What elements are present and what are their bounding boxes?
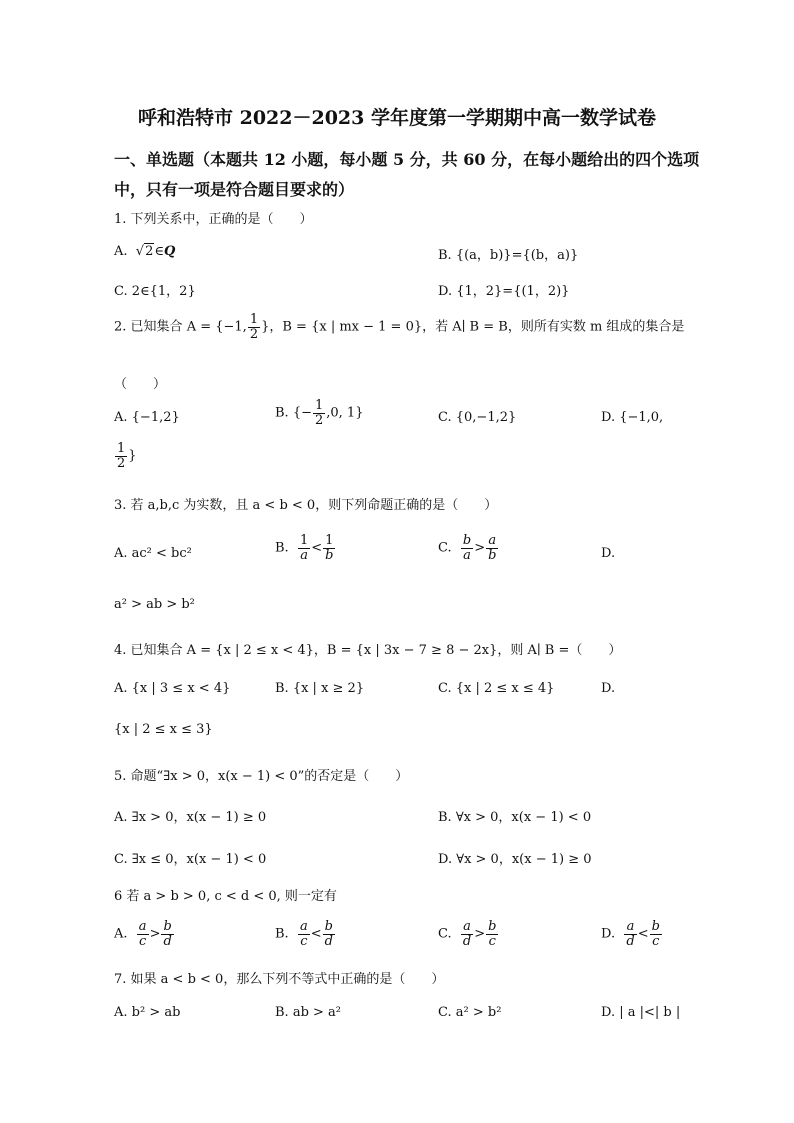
question-2-option-a: A. {−1,2} <box>114 410 180 425</box>
rational-set: Q <box>164 244 176 259</box>
question-2-option-d: D. {−1,0, <box>601 410 664 425</box>
question-6-stem: 6 若 a > b > 0, c < d < 0, 则一定有 <box>114 889 337 904</box>
question-2-option-c: C. {0,−1,2} <box>438 410 517 425</box>
stem-suffix: ，若 A∣ B = B，则所有实数 m 组成的集合是 <box>422 319 685 335</box>
sqrt-argument: 2 <box>145 244 154 259</box>
fraction-half: $\frac{1}{2}$ <box>249 312 259 342</box>
question-6-option-b: B. $\frac{a}{c}$ < $\frac{b}{d}$ <box>275 919 333 949</box>
question-3-option-a: A. ac² < bc² <box>114 546 192 561</box>
question-7-stem: 7. 如果 a < b < 0，那么下列不等式中正确的是（ ） <box>114 972 445 987</box>
question-5-option-a: A. ∃x > 0，x(x − 1) ≥ 0 <box>114 810 267 825</box>
page-title: 呼和浩特市 2022－2023 学年度第一学期期中高一数学试卷 <box>138 107 656 129</box>
section-heading-line-2: 中，只有一项是符合题目要求的） <box>114 180 355 199</box>
question-3-option-d-label: D. <box>601 546 616 561</box>
option-label: A. <box>114 244 128 259</box>
question-7-option-a: A. b² > ab <box>114 1005 181 1020</box>
question-5-option-d: D. ∀x > 0，x(x − 1) ≥ 0 <box>438 852 592 867</box>
question-4-stem: 4. 已知集合 A = {x | 2 ≤ x < 4}，B = {x | 3x − 7 ≥ 8 − 2x}，则 A∣ B =（ ） <box>114 643 622 658</box>
question-4-option-a: A. {x | 3 ≤ x < 4} <box>114 681 231 696</box>
question-6-option-a: A. $\frac{a}{c}$ > $\frac{b}{d}$ <box>114 919 172 949</box>
question-7-option-d: D. | a |<| b | <box>601 1005 681 1020</box>
question-7-option-b: B. ab > a² <box>275 1005 342 1020</box>
question-2-option-b: B. {− $\frac{1}{2}$ ,0, 1} <box>275 398 364 428</box>
set-b: ，B = {x | mx − 1 = 0} <box>269 319 423 335</box>
question-6-option-d: D. $\frac{a}{d}$ < $\frac{b}{c}$ <box>601 919 660 949</box>
question-3-stem: 3. 若 a,b,c 为实数，且 a < b < 0，则下列命题正确的是（ ） <box>114 498 498 513</box>
question-2-stem: 2. 已知集合 A = {−1, $\frac{1}{2}$ }，B = {x | mx − 1 = 0}，若 A∣ B = B，则所有实数 m 组成的集合是 <box>114 312 685 342</box>
question-5-option-b: B. ∀x > 0，x(x − 1) < 0 <box>438 810 592 825</box>
question-2-paren: （ ） <box>114 377 167 392</box>
question-3-option-c: C. $\frac{b}{a}$ > $\frac{a}{b}$ <box>438 533 497 563</box>
question-1-option-c: C. 2∈{1，2} <box>114 284 196 299</box>
fraction-half: $\frac{1}{2}$ <box>314 398 324 428</box>
question-7-option-c: C. a² > b² <box>438 1005 502 1020</box>
question-3-option-b: B. $\frac{1}{a}$ < $\frac{1}{b}$ <box>275 533 334 563</box>
set-a: A = {−1, <box>186 319 247 335</box>
question-3-option-d: a² > ab > b² <box>114 597 195 612</box>
question-1-option-a: A. √2∈Q <box>114 244 176 259</box>
element-of: ∈ <box>154 244 164 259</box>
question-4-option-d: {x | 2 ≤ x ≤ 3} <box>114 722 213 737</box>
question-5-stem: 5. 命题“∃x > 0，x(x − 1) < 0”的否定是（ ） <box>114 769 409 784</box>
question-4-option-b: B. {x | x ≥ 2} <box>275 681 365 696</box>
section-heading-line-1: 一、单选题（本题共 12 小题，每小题 5 分，共 60 分，在每小题给出的四个选项 <box>114 150 700 169</box>
question-1-option-b: B. {(a，b)}={(b，a)} <box>438 248 579 263</box>
question-4-option-c: C. {x | 2 ≤ x ≤ 4} <box>438 681 555 696</box>
question-1-stem: 1. 下列关系中，正确的是（ ） <box>114 212 313 227</box>
fraction-half: $\frac{1}{2}$ <box>117 441 126 471</box>
question-5-option-c: C. ∃x ≤ 0，x(x − 1) < 0 <box>114 852 267 867</box>
question-1-option-d: D. {1，2}={(1，2)} <box>438 284 570 299</box>
stem-prefix: 2. 已知集合 <box>114 319 183 335</box>
question-4-option-d-label: D. <box>601 681 616 696</box>
question-2-option-d-cont: $\frac{1}{2}$ } <box>117 441 137 471</box>
question-6-option-c: C. $\frac{a}{d}$ > $\frac{b}{c}$ <box>438 919 497 949</box>
